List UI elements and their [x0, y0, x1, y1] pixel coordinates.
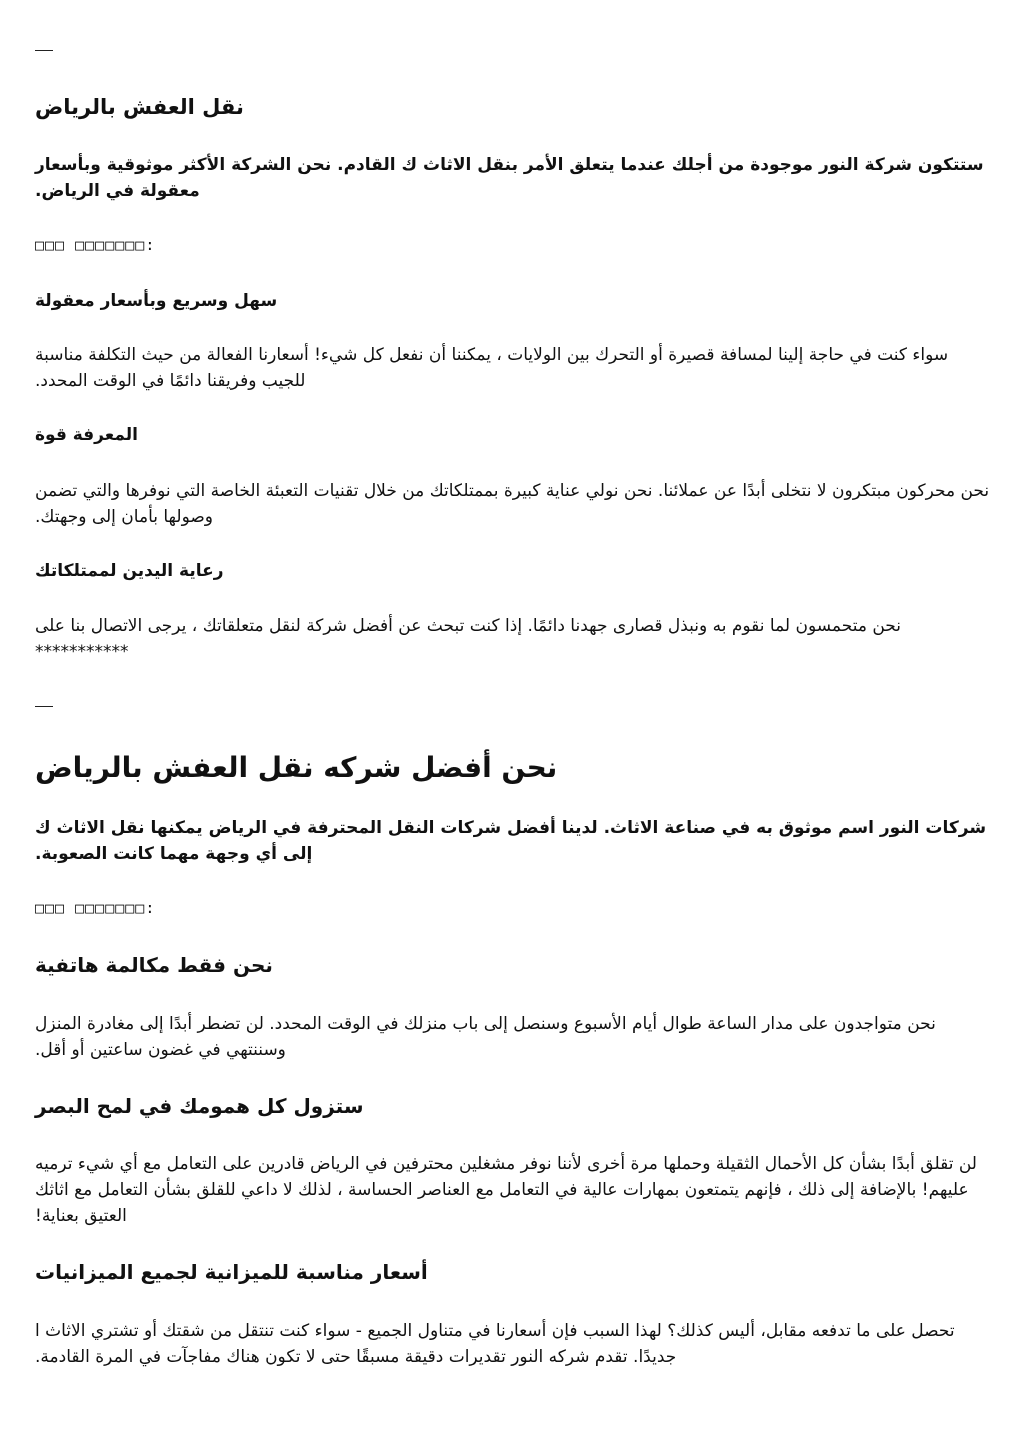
subsection-heading: رعاية اليدين لممتلكاتك — [35, 561, 224, 581]
subsection-text: سواء كنت في حاجة إلينا لمسافة قصيرة أو التحرك بين الولايات ، يمكننا أن نفعل كل شيء! أسعارنا الفعالة من حيث التكلفة مناسبة للجيب وفريقنا دائمًا في الوقت المحدد. — [35, 345, 949, 391]
subsection-heading: ستزول كل همومك في لمح البصر — [35, 1094, 364, 1118]
toc-label: □□□ □□□□□□□: — [35, 236, 156, 254]
section-title: نقل العفش بالرياض — [35, 95, 244, 119]
subsection-text: لن تقلق أبدًا بشأن كل الأحمال الثقيلة وحملها مرة أخرى لأننا نوفر مشغلين محترفين في الرياض قادرين على التعامل مع أي شيء ترميه عليهم! بالإضافة إلى ذلك ، فإنهم يتمتعون بمهارات عالية في التعامل مع العناصر الحساسة ، لذلك لا داعي للقلق بشأن التعامل مع اثاثك العتيق بعناية! — [35, 1154, 977, 1226]
subsection-heading: سهل وسريع وبأسعار معقولة — [35, 291, 278, 311]
subsection-text: نحن محركون مبتكرون لا نتخلى أبدًا عن عملائنا. نحن نولي عناية كبيرة بممتلكاتك من خلال تقنيات التعبئة الخاصة التي نوفرها والتي تضمن وصولها بأمان إلى وجهتك. — [35, 481, 990, 527]
subsection-heading: أسعار مناسبة للميزانية لجميع الميزانيات — [35, 1260, 428, 1284]
subsection-heading: نحن فقط مكالمة هاتفية — [35, 953, 273, 977]
section-divider — [35, 706, 53, 707]
toc-label: □□□ □□□□□□□: — [35, 899, 156, 917]
subsection-text: نحن متواجدون على مدار الساعة طوال أيام الأسبوع وسنصل إلى باب منزلك في الوقت المحدد. لن تضطر أبدًا إلى مغادرة المنزل وسننتهي في غضون ساعتين أو أقل. — [35, 1014, 936, 1060]
section-intro: ستتكون شركة النور موجودة من أجلك عندما يتعلق الأمر بنقل الاثاث ك القادم. نحن الشركة الأكثر موثوقية وبأسعار معقولة في الرياض. — [35, 155, 984, 201]
subsection-heading: المعرفة قوة — [35, 425, 138, 445]
page-title: نحن أفضل شركه نقل العفش بالرياض — [35, 751, 558, 784]
section-intro: شركات النور اسم موثوق به في صناعة الاثاث. لدينا أفضل شركات النقل المحترفة في الرياض يمكنها نقل الاثاث ك إلى أي وجهة مهما كانت الصعوبة. — [35, 818, 987, 864]
section-divider — [35, 50, 53, 51]
subsection-text: نحن متحمسون لما نقوم به ونبذل قصارى جهدنا دائمًا. إذا كنت تبحث عن أفضل شركة لنقل متعلقاتك ، يرجى الاتصال بنا على *********** — [35, 616, 902, 662]
subsection-text: تحصل على ما تدفعه مقابل، أليس كذلك؟ لهذا السبب فإن أسعارنا في متناول الجميع - سواء كنت تنتقل من شقتك أو تشتري الاثاث ا جديدًا. تقدم شركه النور تقديرات دقيقة مسبقًا حتى لا تكون هناك مفاجآت في المرة القادمة. — [35, 1321, 955, 1367]
